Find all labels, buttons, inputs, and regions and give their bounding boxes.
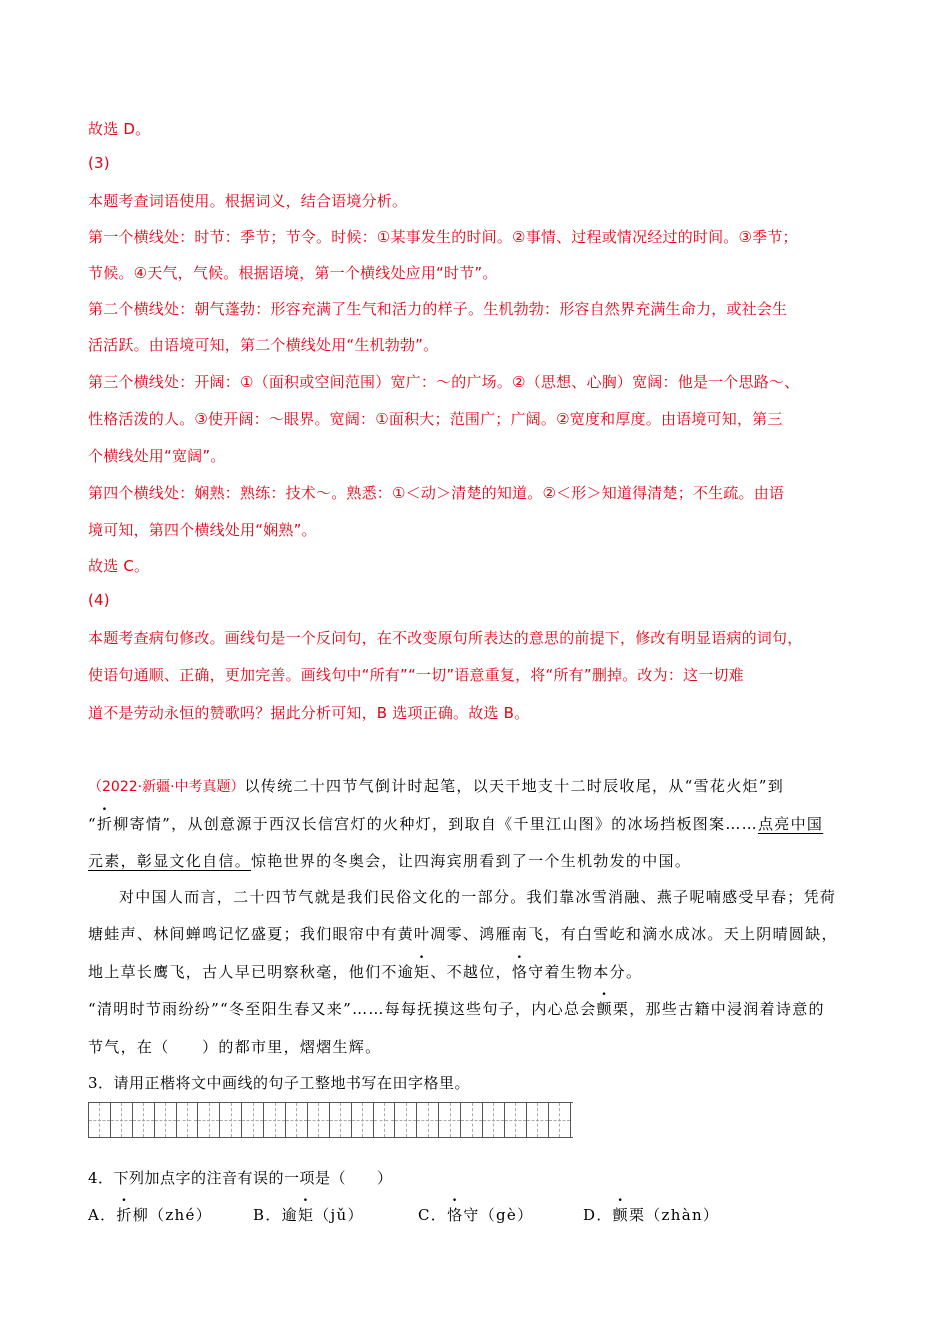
passage-text: 柳寄情”，从创意源于西汉长信宫灯的火种灯，到取自《千里江山图》的冰场挡板图案…… [113, 815, 758, 833]
grid-cell[interactable] [374, 1103, 396, 1137]
grid-cell[interactable] [549, 1103, 571, 1137]
grid-cell[interactable] [308, 1103, 330, 1137]
grid-cell[interactable] [155, 1103, 177, 1137]
grid-cell[interactable] [111, 1103, 133, 1137]
answer-line-3: 本题考查词语使用。根据词义，结合语境分析。 [88, 192, 408, 210]
question-3: 3．请用正楷将文中画线的句子工整地书写在田字格里。 [88, 1074, 471, 1092]
option-letter: A． [88, 1206, 117, 1224]
grid-cell[interactable] [330, 1103, 352, 1137]
option-text: （jǔ） [314, 1206, 364, 1224]
passage-line-6 [88, 961, 642, 982]
passage-text: 惊艳世界的冬奥会，让四海宾朋看到了一个生机勃发的中国。 [251, 852, 692, 870]
option-letter: B． [253, 1206, 282, 1224]
passage-line-5: 塘蛙声、林间蝉鸣记忆盛夏；我们眼帘中有黄叶凋零、鸿雁南飞，有白雪屹和滴水成冰。天上阴晴圆缺， [88, 925, 838, 943]
dotted-char: 折 [96, 815, 114, 833]
option-letter: D． [583, 1206, 613, 1224]
option-text: 柳（zhé） [132, 1206, 212, 1224]
answer-line-1: 故选 D。 [88, 120, 151, 138]
passage-text: “ [88, 815, 97, 833]
option-b[interactable] [253, 1204, 364, 1225]
answer-line-12: 境可知，第四个横线处用“娴熟”。 [88, 521, 317, 539]
passage-line-4: 对中国人而言，二十四节气就是我们民俗文化的一部分。我们靠冰雪消融、燕子呢喃感受早春；凭荷 [119, 888, 837, 906]
option-text: 守（gè） [463, 1206, 534, 1224]
answer-line-5: 节候。④天气，气候。根据语境，第一个横线处应用“时节”。 [88, 264, 498, 282]
answer-line-7: 活活跃。由语境可知，第二个横线处用“生机勃勃”。 [88, 336, 439, 354]
passage-text: 栗，那些古籍中浸润着诗意的 [612, 1000, 825, 1018]
option-c[interactable] [418, 1204, 533, 1225]
passage-line-3 [88, 850, 691, 871]
answer-line-8: 第三个横线处：开阔：①（面积或空间范围）宽广：～的广场。②（思想、心胸）宽阔：他是一个思路～、 [88, 373, 800, 391]
grid-cell[interactable] [133, 1103, 155, 1137]
option-text: 栗（zhàn） [628, 1206, 720, 1224]
answer-line-17: 道不是劳动永恒的赞歌吗？据此分析可知，B 选项正确。故选 B。 [88, 704, 530, 722]
answer-line-10: 个横线处用“宽阔”。 [88, 447, 226, 465]
answer-line-6: 第二个横线处：朝气蓬勃：形容充满了生气和活力的样子。生机勃勃：形容自然界充满生命力，或社会生 [88, 300, 788, 318]
passage-line-8: 节气，在（ ）的都市里，熠熠生辉。 [88, 1038, 382, 1056]
grid-cell[interactable] [439, 1103, 461, 1137]
grid-cell[interactable] [286, 1103, 308, 1137]
grid-cell[interactable] [505, 1103, 527, 1137]
dotted-char: 颤 [596, 1000, 613, 1018]
passage-text: “清明时节雨纷纷”“冬至阳生春又来”……每每抚摸这些句子，内心总会 [88, 1000, 597, 1018]
answer-line-2: (3) [88, 154, 110, 172]
dotted-char: 矩 [297, 1206, 315, 1224]
passage-text: 以传统二十四节气倒计时起笔，以天干地支十二时辰收尾，从“雪花火炬”到 [244, 777, 785, 795]
underlined-sentence: 元素，彰显文化自信。 [88, 852, 252, 870]
dotted-char: 矩 [414, 963, 431, 981]
writing-grid[interactable] [88, 1102, 573, 1138]
grid-cell[interactable] [352, 1103, 374, 1137]
answer-line-13: 故选 C。 [88, 557, 150, 575]
grid-cell[interactable] [220, 1103, 242, 1137]
option-d[interactable] [583, 1204, 719, 1225]
grid-cell[interactable] [461, 1103, 483, 1137]
passage-line-1 [88, 775, 784, 796]
dotted-char: 恪 [511, 963, 529, 981]
grid-cell[interactable] [264, 1103, 286, 1137]
answer-line-4: 第一个横线处：时节：季节；节令。时候：①某事发生的时间。②事情、过程或情况经过的时间。③季节； [88, 228, 798, 246]
grid-cell[interactable] [198, 1103, 220, 1137]
grid-cell[interactable] [89, 1103, 111, 1137]
passage-line-7 [88, 998, 825, 1019]
answer-line-15: 本题考查病句修改。画线句是一个反问句，在不改变原句所表达的意思的前提下，修改有明显语病的词句， [88, 629, 803, 647]
answer-line-14: (4) [88, 591, 110, 609]
answer-line-11: 第四个横线处：娴熟：熟练：技术～。熟悉：①＜动＞清楚的知道。②＜形＞知道得清楚；不生疏。由语 [88, 484, 785, 502]
dotted-char: 颤 [612, 1206, 629, 1224]
passage-text: 守着生物本分。 [528, 963, 643, 981]
dotted-char: 恪 [447, 1206, 464, 1224]
grid-cell[interactable] [177, 1103, 199, 1137]
question-4: 4．下列加点字的注音有误的一项是（ ） [88, 1169, 393, 1187]
answer-line-16: 使语句通顺、正确，更加完善。画线句中“所有”“一切”语意重复，将“所有”删掉。改为：这一切难 [88, 666, 744, 684]
passage-text: 地上草长鹰飞，古人早已明察秋毫，他们不逾 [88, 963, 415, 981]
grid-cell[interactable] [483, 1103, 505, 1137]
underlined-sentence: 点亮中国 [757, 815, 824, 833]
answer-line-9: 性格活泼的人。③使开阔：～眼界。宽阔：①面积大；范围广；广阔。②宽度和厚度。由语境可知，第三 [88, 410, 783, 428]
grid-cell[interactable] [527, 1103, 549, 1137]
grid-cell[interactable] [242, 1103, 264, 1137]
grid-cell[interactable] [417, 1103, 439, 1137]
passage-text: 、不越位， [430, 963, 512, 981]
grid-cell[interactable] [395, 1103, 417, 1137]
option-a[interactable] [88, 1204, 212, 1225]
question-source: （2022·新疆·中考真题） [88, 779, 245, 795]
dotted-char: 折 [116, 1206, 133, 1224]
passage-line-2 [88, 813, 823, 834]
option-letter: C． [418, 1206, 448, 1224]
option-text: 逾 [281, 1206, 298, 1224]
